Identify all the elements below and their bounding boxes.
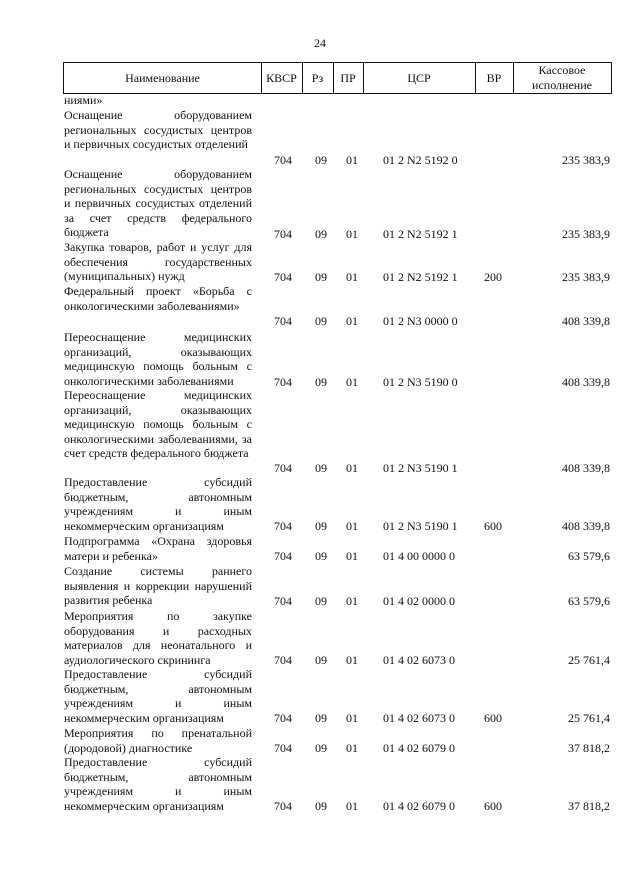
row-rz: 09	[315, 153, 327, 167]
row-name: ниями»	[64, 93, 103, 107]
row-csr: 01 4 02 0000 0	[383, 594, 455, 608]
row-kvsr: 704	[274, 549, 292, 563]
row-csr: 01 2 N2 5192 1	[383, 270, 458, 284]
row-amount: 25 761,4	[568, 711, 610, 725]
row-rz: 09	[315, 314, 327, 328]
row-vr: 600	[484, 799, 502, 813]
row-csr: 01 2 N2 5192 0	[383, 153, 458, 167]
row-kvsr: 704	[274, 461, 292, 475]
row-rz: 09	[315, 375, 327, 389]
row-name: Переоснащение медицинских организаций, оказывающих медицинскую помощь больным с онкологическими заболеваниями, за счет средств федерального бюджета	[64, 388, 252, 461]
header-name: Наименование	[125, 70, 200, 85]
row-amount: 37 818,2	[568, 741, 610, 755]
row-amount: 408 339,8	[562, 519, 610, 533]
row-pr: 01	[346, 227, 358, 241]
row-rz: 09	[315, 594, 327, 608]
row-pr: 01	[346, 594, 358, 608]
row-rz: 09	[315, 549, 327, 563]
row-pr: 01	[346, 461, 358, 475]
row-csr: 01 2 N2 5192 1	[383, 227, 458, 241]
row-kvsr: 704	[274, 314, 292, 328]
row-csr: 01 4 02 6079 0	[383, 799, 455, 813]
row-pr: 01	[346, 153, 358, 167]
row-csr: 01 4 00 0000 0	[383, 549, 455, 563]
row-name: Федеральный проект «Борьба с онкологическими заболеваниями»	[64, 284, 252, 313]
row-csr: 01 2 N3 5190 1	[383, 461, 458, 475]
row-rz: 09	[315, 519, 327, 533]
row-rz: 09	[315, 227, 327, 241]
row-amount: 63 579,6	[568, 549, 610, 563]
row-vr: 200	[484, 270, 502, 284]
row-amount: 235 383,9	[562, 153, 610, 167]
header-rz: Рз	[311, 70, 324, 85]
row-rz: 09	[315, 799, 327, 813]
row-pr: 01	[346, 519, 358, 533]
header-amount-line2: исполнение	[532, 78, 592, 92]
row-name: Мероприятия по закупке оборудования и расходных материалов для неонатального и аудиологического скрининга	[64, 609, 252, 667]
row-name: Оснащение оборудованием региональных сосудистых центров и первичных сосудистых отделений за счет средств федерального бюджета	[64, 167, 252, 240]
row-csr: 01 2 N3 5190 0	[383, 375, 458, 389]
row-vr: 600	[484, 711, 502, 725]
row-name: Переоснащение медицинских организаций, оказывающих медицинскую помощь больным с онкологическими заболеваниями	[64, 330, 252, 388]
row-amount: 235 383,9	[562, 270, 610, 284]
row-name: Закупка товаров, работ и услуг для обеспечения государственных (муниципальных) нужд	[64, 240, 252, 284]
row-rz: 09	[315, 270, 327, 284]
row-csr: 01 2 N3 5190 1	[383, 519, 458, 533]
row-rz: 09	[315, 653, 327, 667]
row-kvsr: 704	[274, 153, 292, 167]
header-csr: ЦСР	[407, 70, 431, 85]
row-rz: 09	[315, 461, 327, 475]
row-kvsr: 704	[274, 594, 292, 608]
row-amount: 37 818,2	[568, 799, 610, 813]
row-csr: 01 4 02 6073 0	[383, 653, 455, 667]
row-csr: 01 4 02 6073 0	[383, 711, 455, 725]
header-amount-line1: Кассовое	[538, 63, 586, 77]
row-name: Мероприятия по пренатальной (дородовой) диагностике	[64, 726, 252, 755]
row-name: Создание системы раннего выявления и коррекции нарушений развития ребенка	[64, 564, 252, 608]
row-name: Предоставление субсидий бюджетным, автономным учреждениям и иным некоммерческим организациям	[64, 667, 252, 725]
row-amount: 235 383,9	[562, 227, 610, 241]
row-kvsr: 704	[274, 711, 292, 725]
header-vr: ВР	[486, 70, 502, 85]
row-kvsr: 704	[274, 270, 292, 284]
row-pr: 01	[346, 314, 358, 328]
row-pr: 01	[346, 549, 358, 563]
row-amount: 63 579,6	[568, 594, 610, 608]
header-kvsr: КВСР	[266, 70, 297, 85]
row-name: Оснащение оборудованием региональных сосудистых центров и первичных сосудистых отделений	[64, 108, 252, 152]
row-pr: 01	[346, 653, 358, 667]
row-amount: 408 339,8	[562, 314, 610, 328]
row-amount: 408 339,8	[562, 461, 610, 475]
row-kvsr: 704	[274, 519, 292, 533]
row-rz: 09	[315, 741, 327, 755]
row-csr: 01 2 N3 0000 0	[383, 314, 458, 328]
row-kvsr: 704	[274, 799, 292, 813]
row-kvsr: 704	[274, 227, 292, 241]
page-number: 24	[314, 36, 326, 50]
row-name: Подпрограмма «Охрана здоровья матери и ребенка»	[64, 534, 252, 563]
row-vr: 600	[484, 519, 502, 533]
row-name: Предоставление субсидий бюджетным, автономным учреждениям и иным некоммерческим организациям	[64, 755, 252, 813]
row-kvsr: 704	[274, 653, 292, 667]
row-pr: 01	[346, 270, 358, 284]
row-kvsr: 704	[274, 741, 292, 755]
row-pr: 01	[346, 711, 358, 725]
row-rz: 09	[315, 711, 327, 725]
row-pr: 01	[346, 375, 358, 389]
header-pr: ПР	[340, 70, 356, 85]
row-kvsr: 704	[274, 375, 292, 389]
row-pr: 01	[346, 799, 358, 813]
row-amount: 408 339,8	[562, 375, 610, 389]
row-name: Предоставление субсидий бюджетным, автономным учреждениям и иным некоммерческим организациям	[64, 475, 252, 533]
row-csr: 01 4 02 6079 0	[383, 741, 455, 755]
row-pr: 01	[346, 741, 358, 755]
row-amount: 25 761,4	[568, 653, 610, 667]
